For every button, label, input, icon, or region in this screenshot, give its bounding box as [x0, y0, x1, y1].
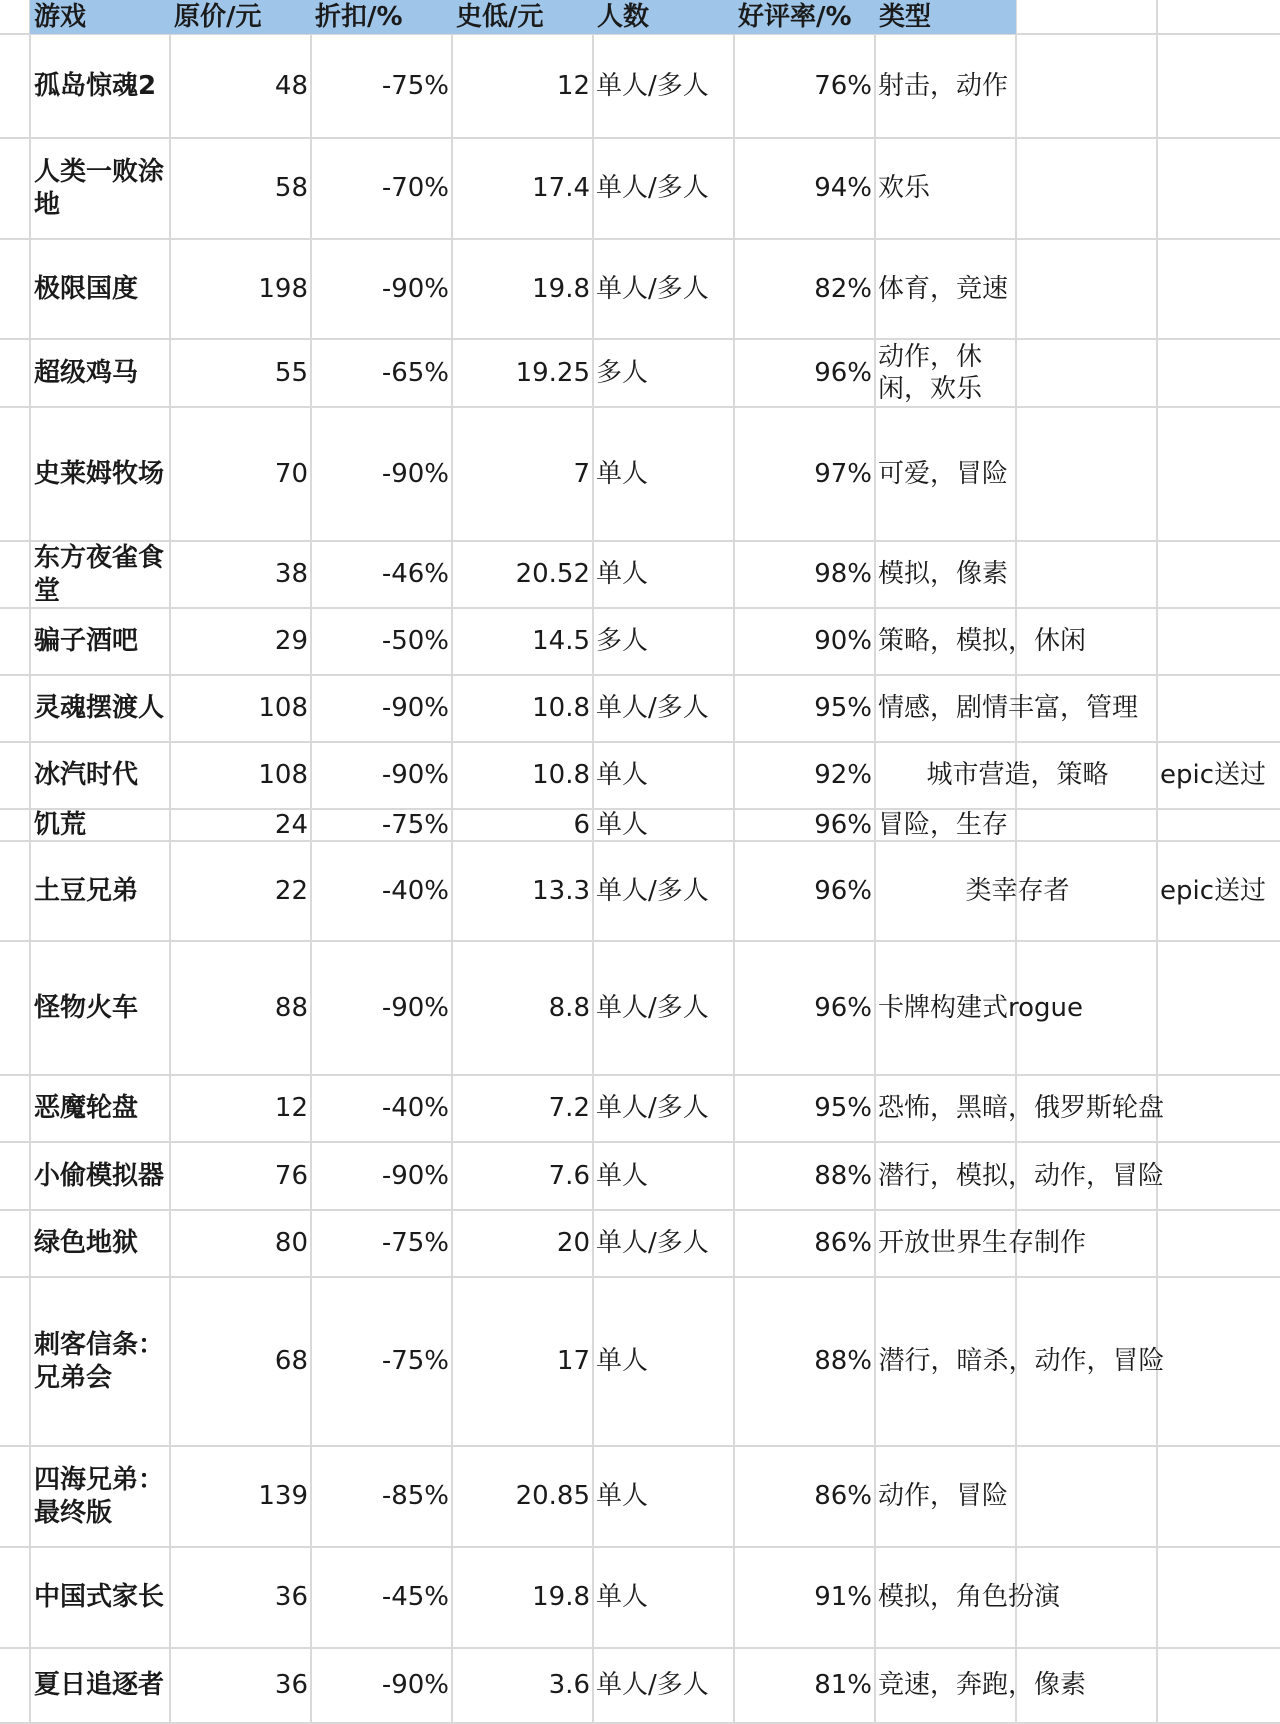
data-cell-text: 88%: [814, 1346, 872, 1377]
game-name-cell[interactable]: [30, 1547, 170, 1648]
data-cell[interactable]: [311, 941, 452, 1075]
data-cell-text: -65%: [381, 357, 449, 388]
column-header-text: 史低/元: [456, 1, 544, 32]
data-cell-text: 射击，动作: [878, 70, 1009, 101]
data-cell-text: 36: [274, 1670, 308, 1701]
data-cell[interactable]: [170, 541, 311, 608]
data-cell-text: 108: [258, 760, 308, 791]
data-cell-text: 单人: [596, 760, 649, 791]
data-cell-text: 97%: [814, 458, 872, 489]
data-cell[interactable]: [452, 34, 593, 138]
data-cell-text: 96%: [814, 809, 872, 840]
data-cell-text: 竞速，奔跑，像素: [878, 1670, 1087, 1701]
data-cell[interactable]: [311, 34, 452, 138]
data-cell-text: 体育，竞速: [878, 273, 1009, 304]
data-cell[interactable]: [311, 675, 452, 742]
note-cell[interactable]: [1157, 841, 1280, 941]
data-cell-text: -40%: [381, 875, 449, 906]
data-cell[interactable]: [593, 1446, 734, 1547]
data-cell[interactable]: [452, 675, 593, 742]
data-cell-text: 8.8: [548, 992, 590, 1023]
data-cell[interactable]: [875, 742, 1157, 809]
data-cell-text: -90%: [381, 693, 449, 724]
data-cell-text: 7.2: [548, 1093, 590, 1124]
data-cell[interactable]: [875, 34, 1175, 138]
data-cell[interactable]: [734, 138, 875, 239]
data-cell[interactable]: [875, 1446, 1175, 1547]
game-name-cell[interactable]: [30, 541, 170, 608]
data-cell[interactable]: [734, 1210, 875, 1277]
data-cell[interactable]: [875, 339, 1016, 407]
data-cell[interactable]: [734, 339, 875, 407]
data-cell[interactable]: [593, 1075, 734, 1142]
data-cell-text: 7: [573, 458, 590, 489]
game-name-cell-text: 冰汽时代: [34, 760, 139, 791]
data-cell[interactable]: [875, 675, 1175, 742]
data-cell-text: 10.8: [532, 693, 590, 724]
data-cell[interactable]: [311, 809, 452, 841]
game-name-cell-text: 人类一败涂地: [34, 157, 165, 220]
data-cell-text: -40%: [381, 1093, 449, 1124]
data-cell[interactable]: [452, 1142, 593, 1210]
data-cell-text: 单人/多人: [596, 1093, 709, 1124]
data-cell[interactable]: [734, 809, 875, 841]
game-name-cell[interactable]: [30, 407, 170, 541]
data-cell-text: 98%: [814, 559, 872, 590]
data-cell-text: 单人/多人: [596, 1670, 709, 1701]
data-cell[interactable]: [170, 675, 311, 742]
game-name-cell-text: 极限国度: [34, 273, 139, 304]
data-cell-text: 38: [274, 559, 308, 590]
data-cell[interactable]: [311, 1648, 452, 1723]
game-name-cell[interactable]: [30, 339, 170, 407]
data-cell-text: 88%: [814, 1160, 872, 1191]
data-cell[interactable]: [311, 1547, 452, 1648]
data-cell[interactable]: [593, 941, 734, 1075]
data-cell-text: 19.8: [532, 273, 590, 304]
data-cell[interactable]: [875, 1075, 1175, 1142]
data-cell[interactable]: [875, 608, 1175, 675]
data-cell-text: 模拟，像素: [878, 559, 1009, 590]
data-cell-text: -90%: [381, 992, 449, 1023]
data-cell[interactable]: [452, 1210, 593, 1277]
data-cell-text: 55: [274, 357, 308, 388]
data-cell-text: 14.5: [532, 626, 590, 657]
data-cell-text: 多人: [596, 626, 649, 657]
game-name-cell-text: 恶魔轮盘: [34, 1093, 139, 1124]
data-cell[interactable]: [170, 407, 311, 541]
data-cell-text: 96%: [814, 357, 872, 388]
data-cell-text: 96%: [814, 875, 872, 906]
game-name-cell-text: 怪物火车: [34, 992, 139, 1023]
data-cell-text: 情感，剧情丰富，管理: [878, 693, 1139, 724]
data-cell[interactable]: [452, 339, 593, 407]
data-cell[interactable]: [452, 1277, 593, 1446]
data-cell-text: 动作，休闲，欢乐: [878, 341, 983, 404]
data-cell[interactable]: [452, 941, 593, 1075]
game-name-cell-text: 东方夜雀食堂: [34, 543, 165, 606]
data-cell[interactable]: [734, 541, 875, 608]
data-cell[interactable]: [734, 1446, 875, 1547]
data-cell-text: 单人/多人: [596, 693, 709, 724]
data-cell[interactable]: [311, 339, 452, 407]
data-cell-text: 22: [274, 875, 308, 906]
data-cell[interactable]: [452, 809, 593, 841]
game-name-cell[interactable]: [30, 34, 170, 138]
data-cell-text: 城市营造，策略: [926, 760, 1109, 791]
game-name-cell-text: 四海兄弟：最终版: [34, 1465, 165, 1528]
data-cell-text: -90%: [381, 760, 449, 791]
data-cell[interactable]: [311, 138, 452, 239]
column-header-text: 好评率/%: [738, 1, 852, 32]
data-cell[interactable]: [593, 239, 734, 339]
game-name-cell[interactable]: [30, 1075, 170, 1142]
data-cell[interactable]: [734, 941, 875, 1075]
data-cell[interactable]: [593, 1210, 734, 1277]
data-cell-text: -90%: [381, 458, 449, 489]
data-cell[interactable]: [311, 239, 452, 339]
data-cell-text: 91%: [814, 1582, 872, 1613]
data-cell[interactable]: [734, 742, 875, 809]
data-cell[interactable]: [593, 1648, 734, 1723]
column-header-text: 游戏: [34, 1, 87, 32]
data-cell-text: 卡牌构建式rogue: [878, 992, 1084, 1023]
data-cell-text: 17.4: [532, 173, 590, 204]
data-cell[interactable]: [452, 1075, 593, 1142]
data-cell[interactable]: [875, 407, 1175, 541]
game-name-cell-text: 骗子酒吧: [34, 626, 139, 657]
data-cell-text: 20.85: [515, 1481, 590, 1512]
data-cell[interactable]: [170, 1075, 311, 1142]
data-cell[interactable]: [311, 541, 452, 608]
data-cell-text: 20: [556, 1228, 590, 1259]
data-cell[interactable]: [311, 1075, 452, 1142]
game-name-cell[interactable]: [30, 742, 170, 809]
data-cell-text: 单人/多人: [596, 875, 709, 906]
data-cell-text: 类幸存者: [965, 875, 1070, 906]
data-cell[interactable]: [170, 239, 311, 339]
data-cell-text: 冒险，生存: [878, 809, 1009, 840]
data-cell[interactable]: [593, 541, 734, 608]
data-cell[interactable]: [875, 809, 1175, 841]
data-cell-text: -90%: [381, 1670, 449, 1701]
data-cell[interactable]: [452, 608, 593, 675]
data-cell-text: 单人/多人: [596, 273, 709, 304]
game-name-cell-text: 小偷模拟器: [34, 1160, 165, 1191]
data-cell[interactable]: [170, 809, 311, 841]
data-cell[interactable]: [311, 407, 452, 541]
data-cell[interactable]: [875, 1210, 1175, 1277]
game-name-cell-text: 孤岛惊魂2: [34, 70, 157, 101]
data-cell-text: 58: [274, 173, 308, 204]
data-cell[interactable]: [875, 1142, 1175, 1210]
data-cell-text: 12: [556, 70, 590, 101]
data-cell[interactable]: [593, 841, 734, 941]
game-name-cell-text: 夏日追逐者: [34, 1670, 165, 1701]
data-cell-text: 19.25: [515, 357, 590, 388]
data-cell[interactable]: [170, 1446, 311, 1547]
data-cell[interactable]: [875, 1547, 1175, 1648]
game-name-cell-text: 绿色地狱: [34, 1228, 139, 1259]
data-cell-text: -75%: [381, 1228, 449, 1259]
game-name-cell[interactable]: [30, 1648, 170, 1723]
data-cell[interactable]: [452, 239, 593, 339]
data-cell-text: 90%: [814, 626, 872, 657]
game-name-cell-text: 刺客信条：兄弟会: [34, 1330, 165, 1393]
data-cell[interactable]: [311, 1446, 452, 1547]
column-header-text: 人数: [597, 1, 650, 32]
data-cell-text: 24: [274, 809, 308, 840]
column-header[interactable]: [875, 0, 1016, 34]
data-cell[interactable]: [593, 407, 734, 541]
data-cell-text: 单人: [596, 559, 649, 590]
column-header-text: 原价/元: [174, 1, 262, 32]
data-cell[interactable]: [170, 339, 311, 407]
data-cell-text: 模拟，角色扮演: [878, 1582, 1061, 1613]
game-name-cell[interactable]: [30, 239, 170, 339]
game-name-cell-text: 超级鸡马: [34, 357, 139, 388]
game-name-cell[interactable]: [30, 138, 170, 239]
data-cell-text: 82%: [814, 273, 872, 304]
game-name-cell[interactable]: [30, 1142, 170, 1210]
column-header[interactable]: [311, 0, 452, 34]
data-cell[interactable]: [734, 239, 875, 339]
data-cell[interactable]: [734, 407, 875, 541]
data-cell-text: 单人: [596, 458, 649, 489]
data-cell-text: 10.8: [532, 760, 590, 791]
data-cell-text: 68: [274, 1346, 308, 1377]
data-cell[interactable]: [170, 138, 311, 239]
data-cell-text: 198: [258, 273, 308, 304]
data-cell-text: -46%: [381, 559, 449, 590]
data-cell[interactable]: [170, 742, 311, 809]
data-cell-text: 80: [274, 1228, 308, 1259]
data-cell-text: -85%: [381, 1481, 449, 1512]
data-cell-text: 17: [556, 1346, 590, 1377]
data-cell-text: -75%: [381, 70, 449, 101]
column-header[interactable]: [452, 0, 593, 34]
column-header[interactable]: [30, 0, 170, 34]
game-name-cell[interactable]: [30, 1277, 170, 1446]
game-name-cell[interactable]: [30, 675, 170, 742]
data-cell-text: 开放世界生存制作: [878, 1228, 1087, 1259]
data-cell-text: -90%: [381, 273, 449, 304]
data-cell-text: 单人/多人: [596, 1228, 709, 1259]
data-cell-text: -90%: [381, 1160, 449, 1191]
data-cell[interactable]: [593, 1547, 734, 1648]
data-cell-text: 单人: [596, 1582, 649, 1613]
data-cell-text: 13.3: [532, 875, 590, 906]
column-header-text: 类型: [879, 1, 932, 32]
data-cell-text: 20.52: [515, 559, 590, 590]
data-cell[interactable]: [875, 841, 1157, 941]
data-cell[interactable]: [593, 1142, 734, 1210]
data-cell-text: 86%: [814, 1228, 872, 1259]
game-name-cell[interactable]: [30, 608, 170, 675]
game-name-cell[interactable]: [30, 1210, 170, 1277]
data-cell-text: 7.6: [548, 1160, 590, 1191]
data-cell[interactable]: [170, 1547, 311, 1648]
data-cell-text: 29: [274, 626, 308, 657]
data-cell-text: 19.8: [532, 1582, 590, 1613]
data-cell[interactable]: [734, 675, 875, 742]
column-header-text: 折扣/%: [315, 1, 403, 32]
data-cell-text: 单人: [596, 1346, 649, 1377]
game-name-cell[interactable]: [30, 841, 170, 941]
data-cell[interactable]: [875, 541, 1175, 608]
data-cell[interactable]: [311, 1210, 452, 1277]
data-cell[interactable]: [875, 239, 1175, 339]
data-cell[interactable]: [593, 675, 734, 742]
data-cell-text: 单人: [596, 1160, 649, 1191]
data-cell[interactable]: [170, 34, 311, 138]
data-cell-text: 96%: [814, 992, 872, 1023]
data-cell-text: 36: [274, 1582, 308, 1613]
data-cell[interactable]: [311, 742, 452, 809]
data-cell[interactable]: [734, 1547, 875, 1648]
game-name-cell-text: 中国式家长: [34, 1582, 165, 1613]
data-cell[interactable]: [734, 1142, 875, 1210]
column-header[interactable]: [734, 0, 875, 34]
data-cell-text: 单人: [596, 1481, 649, 1512]
data-cell-text: 48: [274, 70, 308, 101]
data-cell-text: 88: [274, 992, 308, 1023]
data-cell[interactable]: [593, 608, 734, 675]
data-cell-text: 76%: [814, 70, 872, 101]
data-cell-text: 单人/多人: [596, 173, 709, 204]
data-cell-text: 策略，模拟，休闲: [878, 626, 1087, 657]
note-cell[interactable]: [1157, 742, 1280, 809]
data-cell-text: -70%: [381, 173, 449, 204]
data-cell[interactable]: [593, 1277, 734, 1446]
data-cell[interactable]: [452, 1446, 593, 1547]
data-cell-text: 70: [274, 458, 308, 489]
data-cell-text: 欢乐: [878, 173, 931, 204]
data-cell-text: 81%: [814, 1670, 872, 1701]
data-cell[interactable]: [170, 1277, 311, 1446]
game-name-cell[interactable]: [30, 809, 170, 841]
data-cell-text: 多人: [596, 357, 649, 388]
data-cell-text: 95%: [814, 1093, 872, 1124]
note-cell-text: epic送过: [1160, 875, 1267, 906]
data-cell[interactable]: [311, 1142, 452, 1210]
data-cell-text: 动作，冒险: [878, 1481, 1009, 1512]
data-cell-text: 95%: [814, 693, 872, 724]
data-cell[interactable]: [170, 941, 311, 1075]
data-cell-text: 76: [274, 1160, 308, 1191]
data-cell-text: -50%: [381, 626, 449, 657]
data-cell[interactable]: [452, 841, 593, 941]
data-cell[interactable]: [593, 742, 734, 809]
data-cell-text: 3.6: [548, 1670, 590, 1701]
data-cell[interactable]: [452, 407, 593, 541]
column-header[interactable]: [170, 0, 311, 34]
data-cell-text: 6: [573, 809, 590, 840]
data-cell[interactable]: [734, 1277, 875, 1446]
data-cell[interactable]: [593, 809, 734, 841]
note-cell-text: epic送过: [1160, 760, 1267, 791]
data-cell[interactable]: [734, 1075, 875, 1142]
data-cell[interactable]: [593, 138, 734, 239]
data-cell[interactable]: [170, 841, 311, 941]
data-cell-text: 可爱，冒险: [878, 458, 1009, 489]
game-name-cell[interactable]: [30, 941, 170, 1075]
data-cell-text: 12: [274, 1093, 308, 1124]
game-name-cell-text: 史莱姆牧场: [34, 458, 165, 489]
game-name-cell-text: 灵魂摆渡人: [34, 693, 165, 724]
data-cell[interactable]: [170, 608, 311, 675]
column-header[interactable]: [593, 0, 734, 34]
data-cell[interactable]: [875, 1277, 1165, 1446]
data-cell[interactable]: [875, 1648, 1175, 1723]
data-cell[interactable]: [593, 34, 734, 138]
data-cell-text: 单人/多人: [596, 992, 709, 1023]
data-cell-text: 108: [258, 693, 308, 724]
data-cell[interactable]: [734, 34, 875, 138]
data-cell-text: -45%: [381, 1582, 449, 1613]
data-cell[interactable]: [734, 1648, 875, 1723]
data-cell[interactable]: [311, 608, 452, 675]
data-cell-text: -75%: [381, 1346, 449, 1377]
data-cell[interactable]: [170, 1142, 311, 1210]
data-cell[interactable]: [311, 1277, 452, 1446]
data-cell-text: 单人: [596, 809, 649, 840]
data-cell-text: 单人/多人: [596, 70, 709, 101]
data-cell[interactable]: [734, 841, 875, 941]
data-cell[interactable]: [875, 138, 1175, 239]
data-cell-text: 潜行，暗杀，动作，冒险: [878, 1346, 1165, 1377]
game-name-cell[interactable]: [30, 1446, 170, 1547]
data-cell-text: 139: [258, 1481, 308, 1512]
data-cell[interactable]: [452, 541, 593, 608]
data-cell-text: -75%: [381, 809, 449, 840]
data-cell[interactable]: [452, 1547, 593, 1648]
data-cell-text: 86%: [814, 1481, 872, 1512]
data-cell-text: 94%: [814, 173, 872, 204]
data-cell-text: 恐怖，黑暗，俄罗斯轮盘: [878, 1093, 1165, 1124]
game-name-cell-text: 土豆兄弟: [34, 875, 139, 906]
data-cell-text: 潜行，模拟，动作，冒险: [878, 1160, 1165, 1191]
data-cell[interactable]: [311, 841, 452, 941]
data-cell[interactable]: [452, 138, 593, 239]
data-cell-text: 92%: [814, 760, 872, 791]
game-name-cell-text: 饥荒: [34, 809, 87, 840]
data-cell[interactable]: [875, 941, 1175, 1075]
data-cell[interactable]: [170, 1210, 311, 1277]
data-cell[interactable]: [170, 1648, 311, 1723]
data-cell[interactable]: [734, 608, 875, 675]
data-cell[interactable]: [593, 339, 734, 407]
data-cell[interactable]: [452, 1648, 593, 1723]
data-cell[interactable]: [452, 742, 593, 809]
